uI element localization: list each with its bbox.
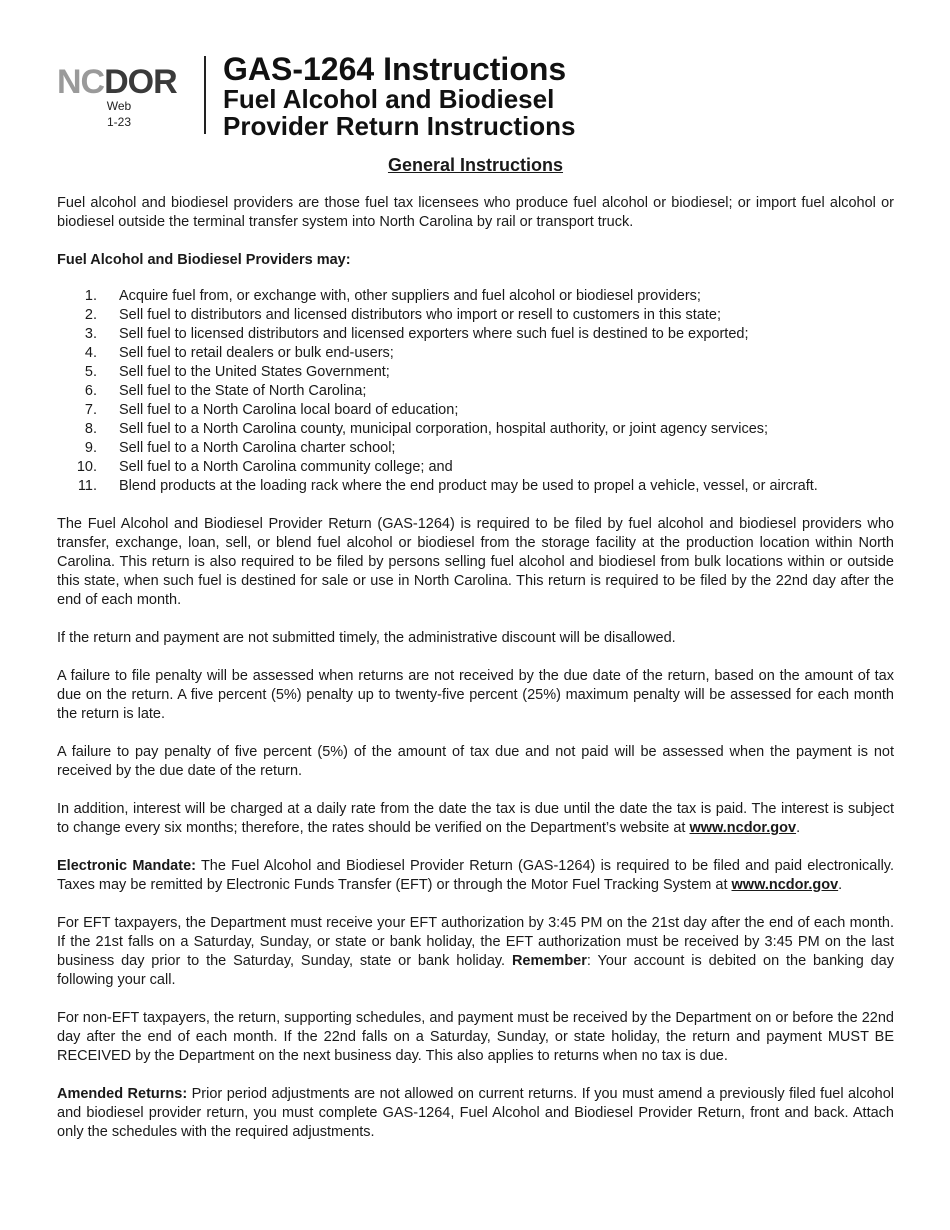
mfts-website-link[interactable]: www.ncdor.gov (731, 877, 839, 893)
amended-returns-label: Amended Returns: (57, 1086, 188, 1102)
list-item-number: 8. (84, 421, 97, 437)
list-item-number: 9. (84, 440, 97, 456)
intro-paragraph: Fuel alcohol and biodiesel providers are those fuel tax licensees who produce fuel alcohol or biodiesel; or import fuel alcohol or biodiesel outside the terminal transfer system into North Carolina by rail or transport truck. (57, 195, 894, 230)
amended-returns-text: Prior period adjustments are not allowed on current returns. If you must amend a previously filed fuel alcohol and biodiesel provider return, you must complete GAS-1264, Fuel Alcohol and Biodiesel Provider Return, front and back. Attach only the schedules with the required adjustments. (57, 1086, 894, 1140)
header-divider (204, 56, 206, 134)
mandate-end: . (838, 877, 843, 893)
document-body (57, 154, 894, 1161)
list-item-text: Sell fuel to a North Carolina community college; and (119, 459, 453, 475)
list-item (57, 401, 894, 420)
list-item-number: 4. (84, 345, 97, 361)
logo-nc: NC (57, 63, 105, 101)
list-item-text: Sell fuel to the United States Government; (119, 364, 390, 380)
list-item-number: 1. (84, 288, 97, 304)
document-header (57, 52, 897, 142)
ncdor-logo (57, 65, 177, 99)
electronic-mandate-label: Electronic Mandate: (57, 858, 196, 874)
non-eft-paragraph: For non-EFT taxpayers, the return, supporting schedules, and payment must be received by the Department on or before the 22nd day after the end of each month. If the 22nd falls on a Saturday, Sunday, or state holiday, the return and payment MUST BE RECEIVED by the Department on the next business day. This also applies to returns when no tax is due. (57, 1010, 894, 1064)
failure-to-pay-paragraph: A failure to pay penalty of five percent (5%) of the amount of tax due and not paid will be assessed when the payment is not received by the due date of the return. (57, 744, 894, 779)
form-version (97, 98, 141, 130)
interest-paragraph (57, 800, 894, 838)
list-item-number: 11. (77, 478, 97, 494)
eft-remember-text: : Your account is debited on the banking day following your call. (57, 953, 894, 988)
list-item-number: 2. (84, 307, 97, 323)
list-item-number: 3. (84, 326, 97, 342)
list-item (57, 287, 894, 306)
eft-paragraph (57, 914, 894, 990)
list-item-number: 6. (84, 383, 97, 399)
form-date: 1-23 (106, 115, 132, 129)
discount-paragraph: If the return and payment are not submitted timely, the administrative discount will be disallowed. (57, 630, 676, 646)
list-item-text: Sell fuel to a North Carolina county, municipal corporation, hospital authority, or joint agency services; (119, 421, 769, 437)
list-item-text: Sell fuel to licensed distributors and licensed exporters where such fuel is destined to be exported; (119, 326, 749, 342)
list-item (57, 439, 894, 458)
list-item (57, 458, 894, 477)
list-item (57, 363, 894, 382)
list-item-text: Sell fuel to retail dealers or bulk end-users; (119, 345, 394, 361)
list-item-text: Sell fuel to a North Carolina local board of education; (119, 402, 459, 418)
interest-end: . (796, 820, 801, 836)
form-edition: Web (106, 99, 132, 113)
title-block (223, 52, 576, 140)
list-item (57, 344, 894, 363)
ncdor-website-link[interactable]: www.ncdor.gov (689, 820, 797, 836)
list-item-text: Sell fuel to a North Carolina charter school; (119, 440, 396, 456)
list-item-text: Sell fuel to distributors and licensed distributors who import or resell to customers in this state; (119, 307, 722, 323)
list-item-text: Blend products at the loading rack where the end product may be used to propel a vehicle, vessel, or aircraft. (119, 478, 818, 494)
eft-text: For EFT taxpayers, the Department must receive your EFT authorization by 3:45 PM on the 21st day after the end of each month. If the 21st falls on a Saturday, Sunday, or state or bank holiday, the EFT authorization must be received by 3:45 PM on the last business day prior to the Saturday, Sunday, state or bank holiday. (57, 915, 894, 969)
providers-may-list (57, 287, 894, 496)
providers-may-heading: Fuel Alcohol and Biodiesel Providers may: (57, 252, 351, 268)
list-item-text: Acquire fuel from, or exchange with, other suppliers and fuel alcohol or biodiesel providers; (119, 288, 701, 304)
interest-text: In addition, interest will be charged at a daily rate from the date the tax is due until the date the tax is paid. The interest is subject to change every six months; therefore, the rates should be verified on the Department’s website at (57, 801, 894, 836)
return-required-paragraph: The Fuel Alcohol and Biodiesel Provider Return (GAS-1264) is required to be filed by fuel alcohol and biodiesel providers who transfer, exchange, loan, sell, or blend fuel alcohol or biodiesel from the storage facility at the production location within North Carolina. This return is also required to be filed by persons selling fuel alcohol and biodiesel from bulk locations within or outside this state, when such fuel is destined for sale or use in North Carolina. This return is required to be filed by the 22nd day after the end of each month. (57, 516, 894, 608)
document-subtitle-line2: Provider Return Instructions (223, 111, 576, 141)
document-subtitle-line1: Fuel Alcohol and Biodiesel (223, 84, 555, 114)
list-item-number: 10. (76, 459, 97, 475)
electronic-mandate-text: The Fuel Alcohol and Biodiesel Provider Return (GAS-1264) is required to be filed and paid electronically. Taxes may be remitted by Electronic Funds Transfer (EFT) or through the Motor Fuel Tracking System at (57, 858, 894, 893)
list-item (57, 306, 894, 325)
failure-to-file-paragraph: A failure to file penalty will be assessed when returns are not received by the due date of the return, based on the amount of tax due on the return. A five percent (5%) penalty up to twenty-five percent (25%) maximum penalty will be assessed for each month the return is late. (57, 668, 894, 722)
eft-remember-label: Remember (511, 953, 587, 969)
list-item (57, 420, 894, 439)
amended-returns-paragraph (57, 1085, 894, 1142)
list-item-text: Sell fuel to the State of North Carolina; (119, 383, 367, 399)
logo-dor: DOR (104, 63, 177, 101)
list-item-number: 7. (84, 402, 97, 418)
section-heading: General Instructions (387, 155, 564, 175)
list-item (57, 325, 894, 344)
electronic-mandate-paragraph (57, 857, 894, 895)
list-item-number: 5. (84, 364, 97, 380)
list-item (57, 382, 894, 401)
document-title: GAS-1264 Instructions (223, 51, 567, 87)
list-item (57, 477, 894, 496)
